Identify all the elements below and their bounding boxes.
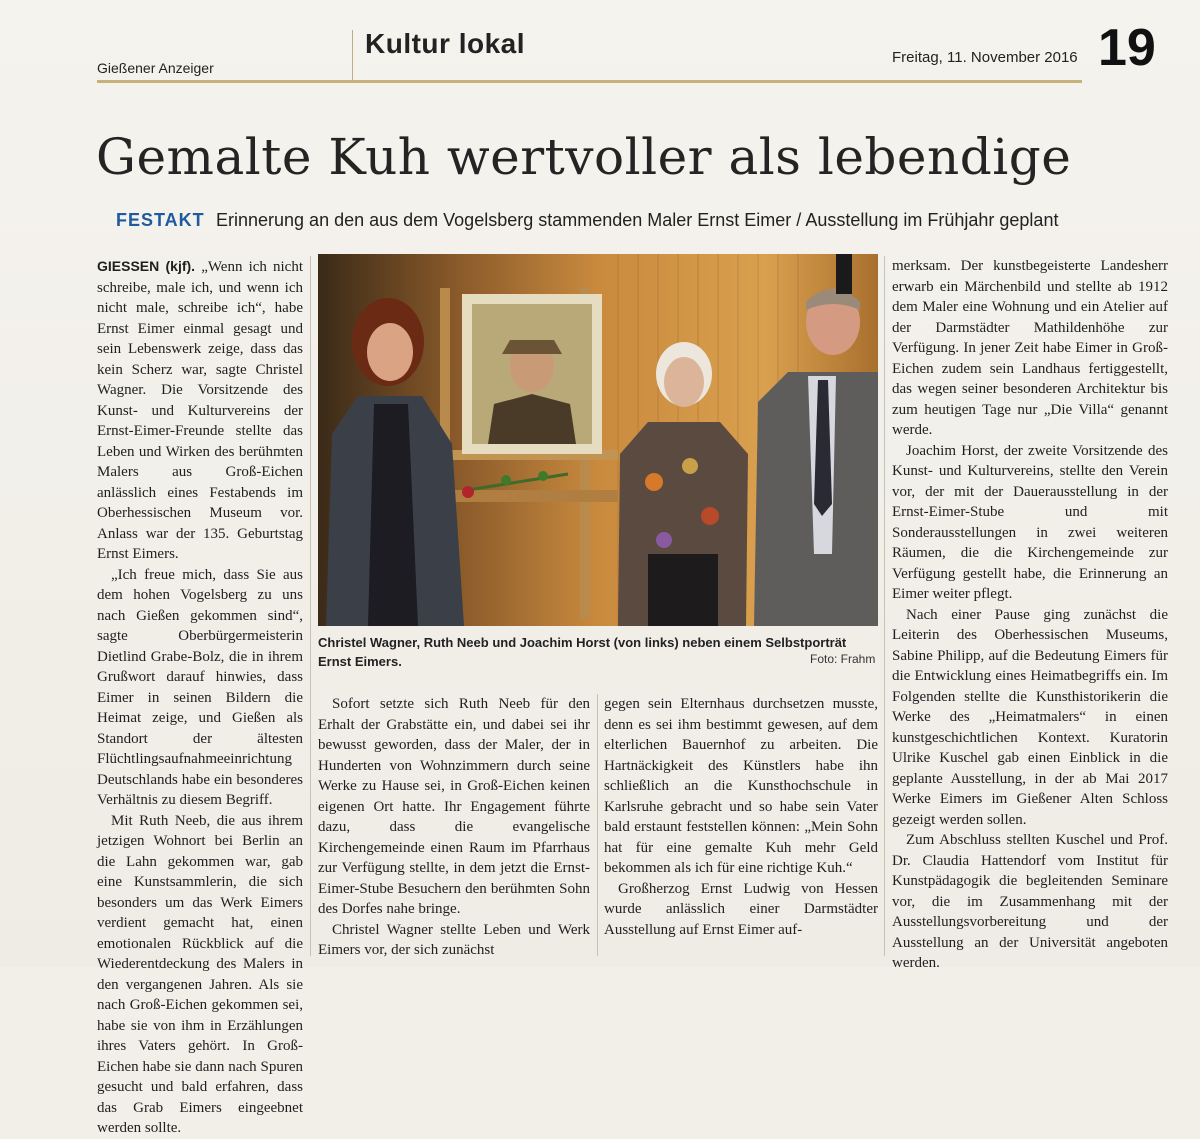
photo-caption: Christel Wagner, Ruth Neeb und Joachim Horst (von links) neben einem Selbstporträt Ernst Eimers. [318, 635, 847, 669]
paragraph: „Ich freue mich, dass Sie aus dem hohen Vogelsberg zu uns nach Gießen gekommen sind“, sagte Oberbürgermeisterin Dietlind Grabe-Bolz, die in ihrem Grußwort darauf hinwies, dass Eimer in seinen Bildern die Heimat zeige, und Gießen als Standort der ältesten Flüchtlingsaufnahmeeinrichtung Deutschlands habe ein besonderes Verhältnis zu diesem Begriff. [97, 566, 303, 808]
paragraph: Sofort setzte sich Ruth Neeb für den Erhalt der Grabstätte ein, und dabei sei ihr bewusst geworden, dass der Maler, der in Hunderten von Wohnzimmern durch seine Werke zu Hause sei, in Groß-Eichen keinen eigenen Ort hatte. Ihr Engagement führte dazu, dass die evangelische Kirchengemeinde einen Raum im Pfarrhaus zur Verfügung stellte, in dem jetzt die Ernst-Eimer-Stube Besuchern den berühmten Sohn des Dorfes nahe bringe. [318, 696, 590, 917]
page-number: 19 [1098, 19, 1156, 77]
photo-credit: Foto: Frahm [810, 652, 876, 666]
paragraph [97, 256, 303, 565]
header-rule [97, 80, 1082, 83]
paragraph: Zum Abschluss stellten Kuschel und Prof. Dr. Claudia Hattendorf vom Institut für Kunstpädagogik die begleitenden Seminare vor, die im Zusammenhang mit der Ausstellungsvorbereitung und der Ausstellung an der Universität angeboten werden. [892, 832, 1168, 971]
issue-date: Freitag, 11. November 2016 [892, 49, 1078, 66]
paragraph: Nach einer Pause ging zunächst die Leiterin des Oberhessischen Museums, Sabine Philipp, auf die Bedeutung Eimers für die Entwicklung eines Heimatbegriffs ein. Im Folgenden stellte die Kunsthistorikerin die Werke des „Heimatmalers“ in einen kunstgeschichtlichen Kontext. Kuratorin Ulrike Kuschel gab einen Einblick in die geplante Ausstellung, in der ab Mai 2017 Werke Eimers im Gießener Alten Schloss gezeigt werden sollen. [892, 606, 1168, 828]
paragraph: Mit Ruth Neeb, die aus ihrem jetzigen Wohnort bei Berlin an die Lahn gekommen war, gab eine Kunstsammlerin, die sich besonders um das Werk Eimers verdient gemacht hat, einen emotionalen Rückblick auf die Wiederentdeckung des Malers in den vergangenen Jahren. Als sie nach Groß-Eichen gekommen sei, habe sie von ihm in Erzählungen ihres Vaters gehört. In Groß-Eichen habe sie dann nach Spuren gesucht und bald erfahren, dass das Grab Eimers eingeebnet werden sollte. [97, 812, 303, 1136]
text-column-1 [97, 256, 303, 1139]
column-divider [310, 256, 311, 956]
paragraph: gegen sein Elternhaus durchsetzen musste, denn es sei ihm bestimmt gewesen, auf dem elterlichen Bauernhof zu arbeiten. Die Hartnäckigkeit des Künstlers habe ihn schließlich an die Kunsthochschule in Karlsruhe gebracht und so habe sein Vater bald erstaunt feststellen können: „Mein Sohn hat für eine gemalte Kuh mehr Geld bekommen als ich für eine richtige Kuh.“ [604, 696, 878, 876]
header-separator [352, 30, 353, 82]
paragraph: Joachim Horst, der zweite Vorsitzende des Kunst- und Kulturvereins, stellte den Verein vor, der mit der Dauerausstellung in der Ernst-Eimer-Stube und mit Sonderausstellungen in zwei weiteren Räumen, die die Kirchengemeinde zur Verfügung gestellt habe, die Erinnerung an Eimer weiter pflegt. [892, 442, 1168, 602]
paragraph: Großherzog Ernst Ludwig von Hessen wurde anlässlich einer Darmstädter Ausstellung auf Ernst Eimer auf- [604, 880, 878, 938]
column-divider [597, 694, 598, 956]
article-photo [318, 254, 878, 626]
newspaper-name: Gießener Anzeiger [97, 60, 214, 76]
article-subheadline: Erinnerung an den aus dem Vogelsberg stammenden Maler Ernst Eimer / Ausstellung im Frühjahr geplant [216, 210, 1059, 230]
dateline: GIESSEN (kjf). [97, 258, 196, 274]
column-divider [884, 256, 885, 956]
section-title: Kultur lokal [365, 28, 526, 59]
paragraph: merksam. Der kunstbegeisterte Landesherr erwarb ein Märchenbild und stellte ab 1912 dem Maler eine Wohnung und ein Atelier auf der Darmstädter Mathildenhöhe zur Verfügung. In jener Zeit habe Eimer in Groß-Eichen zudem sein Landhaus fertiggestellt, das wegen seiner besonderen Architektur bis zum heutigen Tage nur „Die Villa“ genannt werde. [892, 258, 1168, 438]
article-kicker: FESTAKT [116, 210, 205, 230]
paragraph: Christel Wagner stellte Leben und Werk Eimers vor, der sich zunächst [318, 921, 590, 958]
text-column-4 [892, 256, 1168, 974]
text-column-2 [318, 694, 590, 961]
paragraph-text: „Wenn ich nicht schreibe, male ich, und wenn ich nicht male, schreibe ich“, habe Ernst Eimer einmal gesagt und sein Lebenswerk zeige, dass das kein Scherz war, sagte Christel Wagner. Die Vorsitzende des Kunst- und Kulturvereins der Ernst-Eimer-Freunde stellte das Leben und Wirken des berühmten Malers aus Groß-Eichen anlässlich eines Festabends im Oberhessischen Museum vor. Anlass war der 135. Geburtstag Ernst Eimers. [97, 259, 304, 562]
article-headline: Gemalte Kuh wertvoller als lebendige [96, 128, 1072, 186]
text-column-3 [604, 694, 878, 940]
photo-illustration [318, 254, 878, 626]
